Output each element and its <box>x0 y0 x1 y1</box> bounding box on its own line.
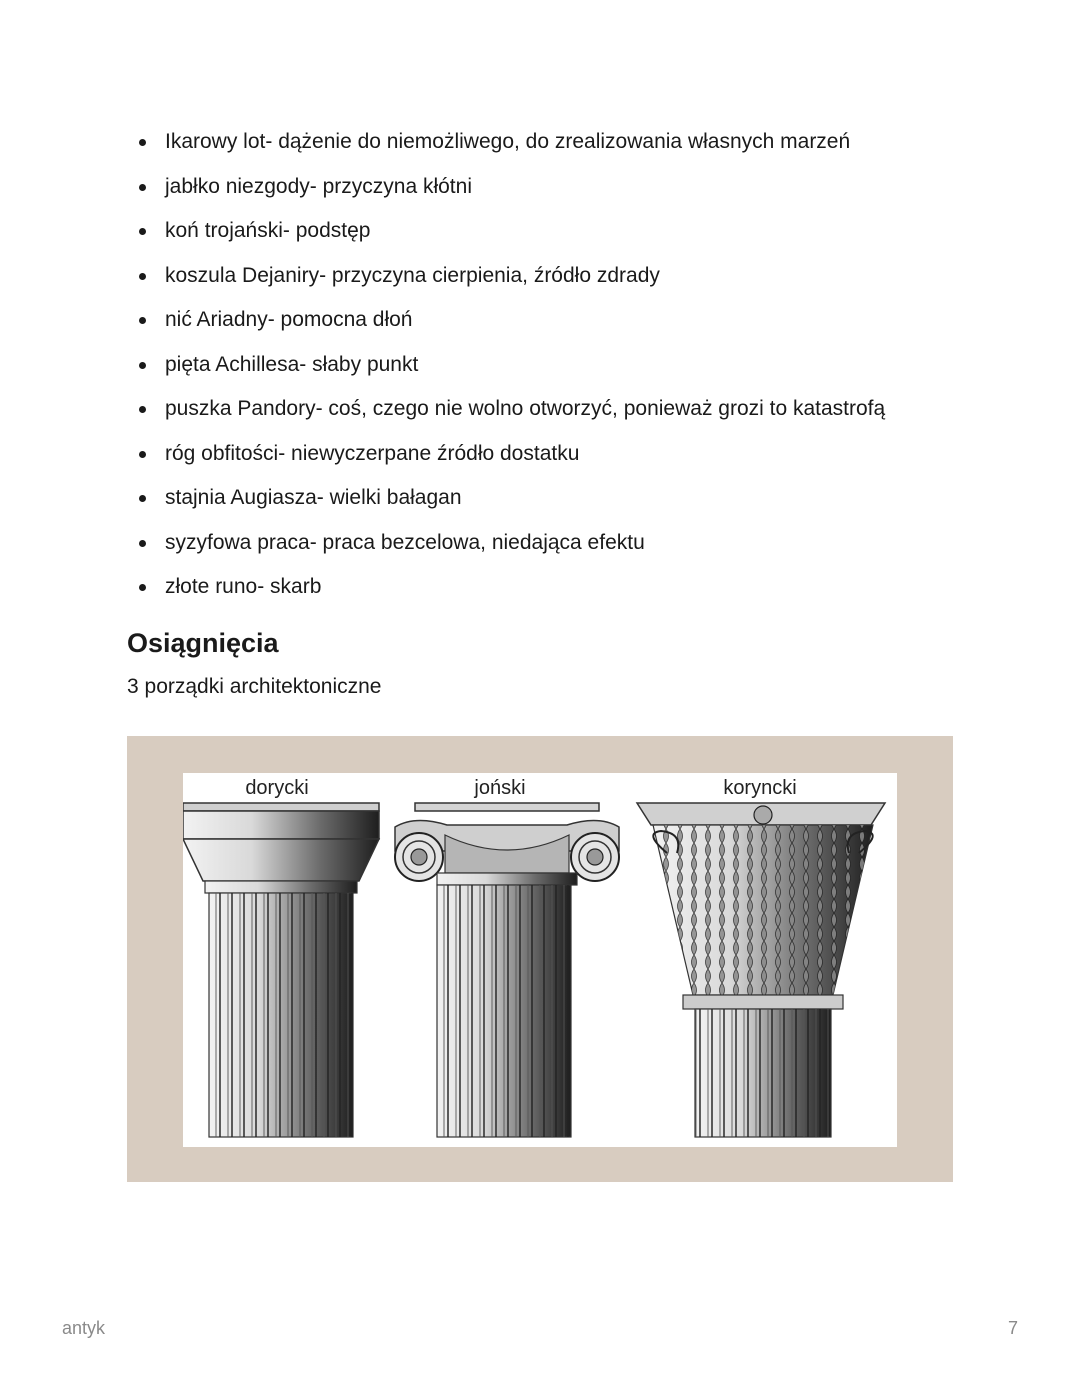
list-item: koszula Dejaniry- przyczyna cierpienia, źródło zdrady <box>127 254 885 299</box>
list-item: syzyfowa praca- praca bezcelowa, niedająca efektu <box>127 521 885 566</box>
doric-column <box>183 803 379 1137</box>
list-item: puszka Pandory- coś, czego nie wolno otworzyć, ponieważ grozi to katastrofą <box>127 387 885 432</box>
corinthian-column <box>637 803 885 1137</box>
footer-section-name: antyk <box>62 1318 106 1338</box>
label-ionic: joński <box>474 777 526 799</box>
list-item: Ikarowy lot- dążenie do niemożliwego, do zrealizowania własnych marzeń <box>127 120 885 165</box>
section-subtitle: 3 porządki architektoniczne <box>127 675 382 698</box>
list-item: stajnia Augiasza- wielki bałagan <box>127 476 885 521</box>
section-title: Osiągnięcia <box>127 628 279 658</box>
page-number: 7 <box>1007 1318 1018 1338</box>
list-item: jabłko niezgody- przyczyna kłótni <box>127 165 885 210</box>
label-corinthian: koryncki <box>723 777 797 799</box>
phrase-list <box>127 120 885 610</box>
columns-illustration <box>183 773 897 1147</box>
list-item: pięta Achillesa- słaby punkt <box>127 343 885 388</box>
list-item: nić Ariadny- pomocna dłoń <box>127 298 885 343</box>
label-doric: dorycki <box>245 777 309 799</box>
ionic-column <box>395 803 619 1137</box>
list-item: róg obfitości- niewyczerpane źródło dostatku <box>127 432 885 477</box>
columns-drawing <box>183 773 897 1147</box>
list-item: koń trojański- podstęp <box>127 209 885 254</box>
figure-frame <box>127 736 953 1182</box>
list-item: złote runo- skarb <box>127 565 885 610</box>
